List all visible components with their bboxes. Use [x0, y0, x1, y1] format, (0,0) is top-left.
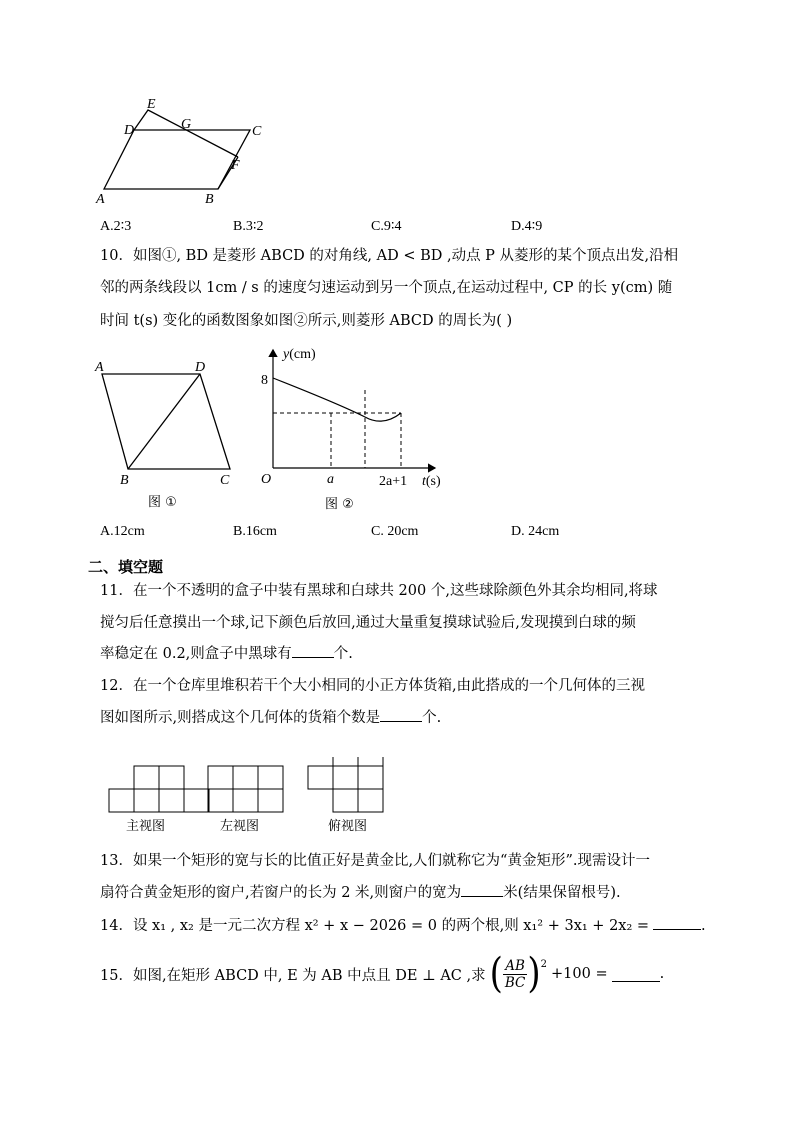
label-f: F [231, 158, 240, 173]
left-view [208, 766, 283, 812]
q13-answer-blank[interactable] [461, 882, 503, 897]
q9-option-b: B.3∶2 [233, 219, 264, 234]
q13-line-2-text: 扇符合黄金矩形的窗户,若窗户的长为 2 米,则窗户的宽为 [100, 885, 462, 901]
q11-answer-blank[interactable] [292, 643, 334, 658]
q10-line-2: 邻的两条线段以 1cm / s 的速度匀速运动到另一个顶点,在运动过程中, CP 的长 y(cm) 随 [100, 280, 673, 296]
q14-end: . [701, 918, 706, 934]
q15-tail: +100 = [551, 966, 608, 982]
q10-option-c: C. 20cm [371, 524, 419, 539]
label-c: C [252, 124, 262, 139]
label-g: G [181, 117, 192, 132]
q15-answer-blank[interactable] [612, 967, 660, 982]
q10-figure-1 [92, 355, 242, 517]
q14-text: 14．设 x₁ , x₂ 是一元二次方程 x² + x − 2026 = 0 的两个根,则 x₁² + 3x₁ + 2x₂ = [100, 918, 650, 934]
q9-option-a: A.2∶3 [100, 219, 132, 234]
q12-three-views [100, 757, 420, 837]
origin-label: O [261, 472, 272, 487]
front-view [109, 766, 209, 812]
q15-denominator: BC [504, 974, 526, 991]
q9-figure [92, 95, 282, 207]
q15-exponent: 2 [540, 959, 548, 970]
x-tick-a: a [327, 472, 334, 487]
x-axis-label: t(s) [422, 474, 441, 489]
q13-line-1: 13．如果一个矩形的宽与长的比值正好是黄金比,人们就称它为“黄金矩形”.现需设计一 [100, 853, 650, 869]
label-c: C [220, 473, 230, 488]
q11-line-1: 11．在一个不透明的盒子中装有黑球和白球共 200 个,这些球除颜色外其余均相同,将球 [100, 583, 658, 599]
q11-line-3-text: 率稳定在 0.2,则盒子中黑球有 [100, 646, 292, 662]
q10-option-a: A.12cm [100, 524, 145, 539]
y-axis-label: y(cm) [283, 347, 316, 362]
q13-line-2-end: 米(结果保留根号). [503, 885, 621, 901]
q10-option-b: B.16cm [233, 524, 277, 539]
top-view-caption: 俯视图 [328, 818, 368, 833]
label-a: A [96, 192, 105, 207]
left-view-caption: 左视图 [220, 818, 260, 833]
fig2-caption: 图 ② [325, 497, 354, 512]
q15-right-paren: ) [527, 950, 541, 998]
fig1-caption: 图 ① [148, 495, 177, 510]
y-tick-8: 8 [261, 373, 268, 388]
diagonal-bd [128, 374, 200, 469]
q14-line [100, 915, 706, 936]
parallelogram-abcd [104, 130, 250, 189]
q10-figure-2 [255, 340, 455, 518]
label-b: B [120, 473, 129, 488]
section-title: 二、填空题 [88, 558, 164, 576]
q15-line [100, 950, 664, 998]
q15-numerator: AB [505, 957, 525, 974]
q11-line-3-end: 个. [333, 646, 353, 662]
q11-line-3 [100, 643, 353, 664]
top-view [308, 757, 383, 812]
q15-end: . [659, 966, 665, 982]
label-e: E [147, 97, 156, 112]
label-b: B [205, 192, 214, 207]
x-tick-2a1: 2a+1 [379, 474, 408, 489]
q12-line-2-end: 个. [422, 710, 442, 726]
q12-line-1: 12．在一个仓库里堆积若干个大小相同的小正方体货箱,由此搭成的一个几何体的三视 [100, 678, 646, 694]
rhombus-abcd [102, 374, 230, 469]
graph-curve [273, 378, 401, 421]
q12-line-2-text: 图如图所示,则搭成这个几何体的货箱个数是 [100, 710, 381, 726]
q10-line-3: 时间 t(s) 变化的函数图象如图②所示,则菱形 ABCD 的周长为( ) [100, 313, 513, 329]
q15-left-paren: ( [489, 950, 503, 998]
q15-expression [489, 950, 548, 998]
q12-answer-blank[interactable] [380, 707, 422, 722]
q14-answer-blank[interactable] [653, 915, 701, 930]
q9-option-d: D.4∶9 [511, 219, 543, 234]
q11-line-2: 搅匀后任意摸出一个球,记下颜色后放回,通过大量重复摸球试验后,发现摸到白球的频 [100, 615, 636, 631]
front-view-caption: 主视图 [126, 818, 166, 833]
q15-fraction [503, 958, 528, 991]
q10-option-d: D. 24cm [511, 524, 560, 539]
label-a: A [95, 360, 104, 375]
q15-text: 15．如图,在矩形 ABCD 中, E 为 AB 中点且 DE ⊥ AC ,求 [100, 967, 486, 984]
q12-line-2 [100, 707, 441, 728]
q9-option-c: C.9∶4 [371, 219, 402, 234]
q13-line-2 [100, 882, 621, 903]
label-d: D [195, 360, 206, 375]
label-d: D [124, 123, 135, 138]
q10-line-1: 10．如图①, BD 是菱形 ABCD 的对角线, AD < BD ,动点 P 从菱形的某个顶点出发,沿相 [100, 248, 679, 264]
